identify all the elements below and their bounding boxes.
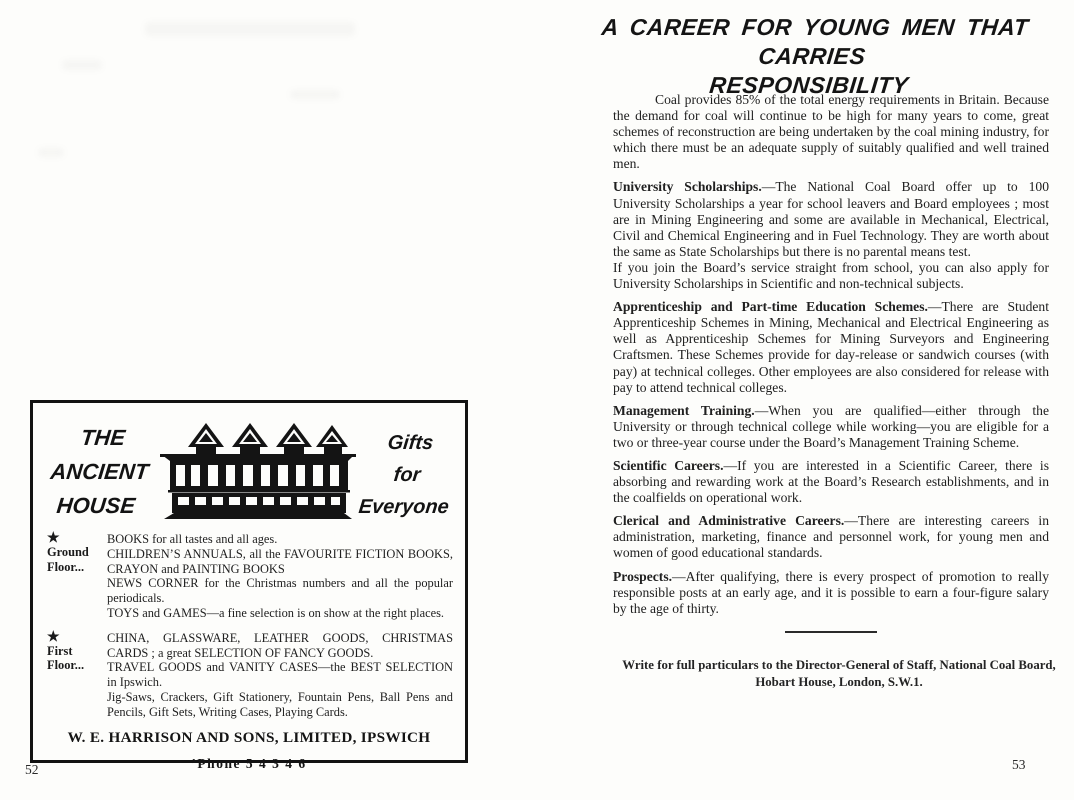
end-rule-divider [785,631,877,633]
article-title-line: RESPONSIBILITY [708,72,910,98]
paragraph-heading: Management Training. [613,402,755,418]
paragraph-heading: Clerical and Administrative Careers. [613,513,845,529]
brand-line: HOUSE [55,493,137,518]
advertiser-name: W. E. HARRISON AND SONS, LIMITED, IPSWICH [67,728,431,746]
ad-header [33,403,465,525]
ad-line: CHINA, GLASSWARE, LEATHER GOODS, CHRISTMAS CARDS ; a great SELECTION OF FANCY GOODS. [107,630,453,660]
brand-line: ANCIENT [49,459,150,484]
paragraph-text: Coal provides 85% of the total energy requirements in Britain. Because the demand for coal will continue to be high for many years to come, great schemes of reconstruction are being undertaken by the coal mining industry, for which there must be an adequate supply of suitably qualified and well trained men. [613,92,1049,172]
ancient-house-advertisement [30,400,468,771]
first-floor-lines [107,631,453,720]
paragraph-heading: University Scholarships. [613,179,762,195]
paragraph-text: If you join the Board’s service straight from school, you can also apply for University Scholarships in Scientific and non-technical subjects. [613,259,1049,292]
article-title [572,13,1051,100]
star-icon: ★ [47,531,60,546]
ad-brand-name [35,411,165,523]
page-number-right: 53 [1012,757,1026,772]
article-paragraph [613,299,1049,396]
ad-line: TRAVEL GOODS and VANITY CASES—the BEST SELECTION in Ipswich. [107,660,453,690]
article-paragraph [613,569,1049,617]
ground-floor-lines [107,532,453,621]
article-paragraph [613,513,1049,561]
floor-label-line: Ground [47,545,89,559]
article-body [613,92,1056,691]
paragraph-text: —There are interesting careers in administration, marketing, finance and personnel work, for young men and women of good educational standards. [613,513,1049,561]
paragraph-text: —When you are qualified—either through the University or through technical college while working—you are eligible for a two or three-year course under the Board’s Management Training Scheme. [613,402,1050,450]
article-paragraph [613,179,1049,259]
ad-line: CHILDREN’S ANNUALS, all the FAVOURITE FICTION BOOKS, CRAYON and PAINTING BOOKS [107,546,453,576]
article-paragraph [613,92,1049,172]
tagline-line: for [392,464,422,486]
floor-label-line: Floor... [47,658,85,673]
paragraph-heading: Prospects. [613,568,673,584]
article-paragraph [613,403,1049,451]
paragraph-text: —The National Coal Board offer up to 100 University Scholarships a year for school leavers and Board employees ; most are in Mining Engineering and some are available in Mechanical, Electrical, Civil and Chemical Engineering and in Fuel Technology. They are worth about the same as State Scholarships but there is no parental means test. [613,179,1049,259]
ground-floor-section [33,532,465,621]
ad-tagline [351,411,465,523]
floor-label-line: First [47,643,73,658]
first-floor-label [47,631,107,720]
page-number-left: 52 [25,762,39,777]
paragraph-text: —After qualifying, there is every prospect of promotion to really responsible posts at an early age, and it is possible to earn a four-figure salary by the age of thirty. [613,568,1049,616]
ad-line: Jig-Saws, Crackers, Gift Stationery, Fountain Pens, Ball Pens and Pencils, Gift Sets, Writing Cases, Playing Cards. [107,689,453,719]
brand-line: THE [79,425,127,450]
ancient-house-engraving-icon [159,411,357,521]
paragraph-text: —There are Student Apprenticeship Schemes in Mining, Mechanical and Electrical Engineering as well as Apprenticeship Schemes for Mining Surveyors and Engineering Craftsmen. These Schemes provide for day-release or sandwich courses (with pay) at technical colleges. Other employees are also considered for release with pay to attend technical colleges. [613,299,1049,395]
article-title-line: A CAREER FOR YOUNG MEN THAT CARRIES [600,14,1030,69]
paragraph-heading: Scientific Careers. [613,457,724,473]
tagline-line: Gifts [386,432,435,454]
ground-floor-label [47,532,107,621]
ad-line: NEWS CORNER for the Christmas numbers and all the popular periodicals. [107,576,453,606]
star-icon: ★ [47,629,60,645]
ad-line: BOOKS for all tastes and all ages. [107,532,278,546]
contact-footer: Write for full particulars to the Director-General of Staff, National Coal Board, Hobart House, London, S.W.1. [622,657,1056,689]
advertiser-phone: ’Phone 5 4 3 4 6 [191,755,307,771]
paragraph-text: —If you are interested in a Scientific Career, there is absorbing and rewarding work at the Board’s Research establishments, and in the coalfields on operational work. [613,457,1049,506]
right-page [537,0,1074,800]
ad-line: TOYS and GAMES—a fine selection is on show at the right places. [107,605,445,620]
floor-label-line: Floor... [47,559,85,574]
tagline-line: Everyone [357,496,450,518]
article-paragraph [613,458,1049,506]
first-floor-section [33,631,465,720]
article-paragraph [613,260,1049,292]
paragraph-heading: Apprenticeship and Part-time Education Schemes. [613,299,928,315]
